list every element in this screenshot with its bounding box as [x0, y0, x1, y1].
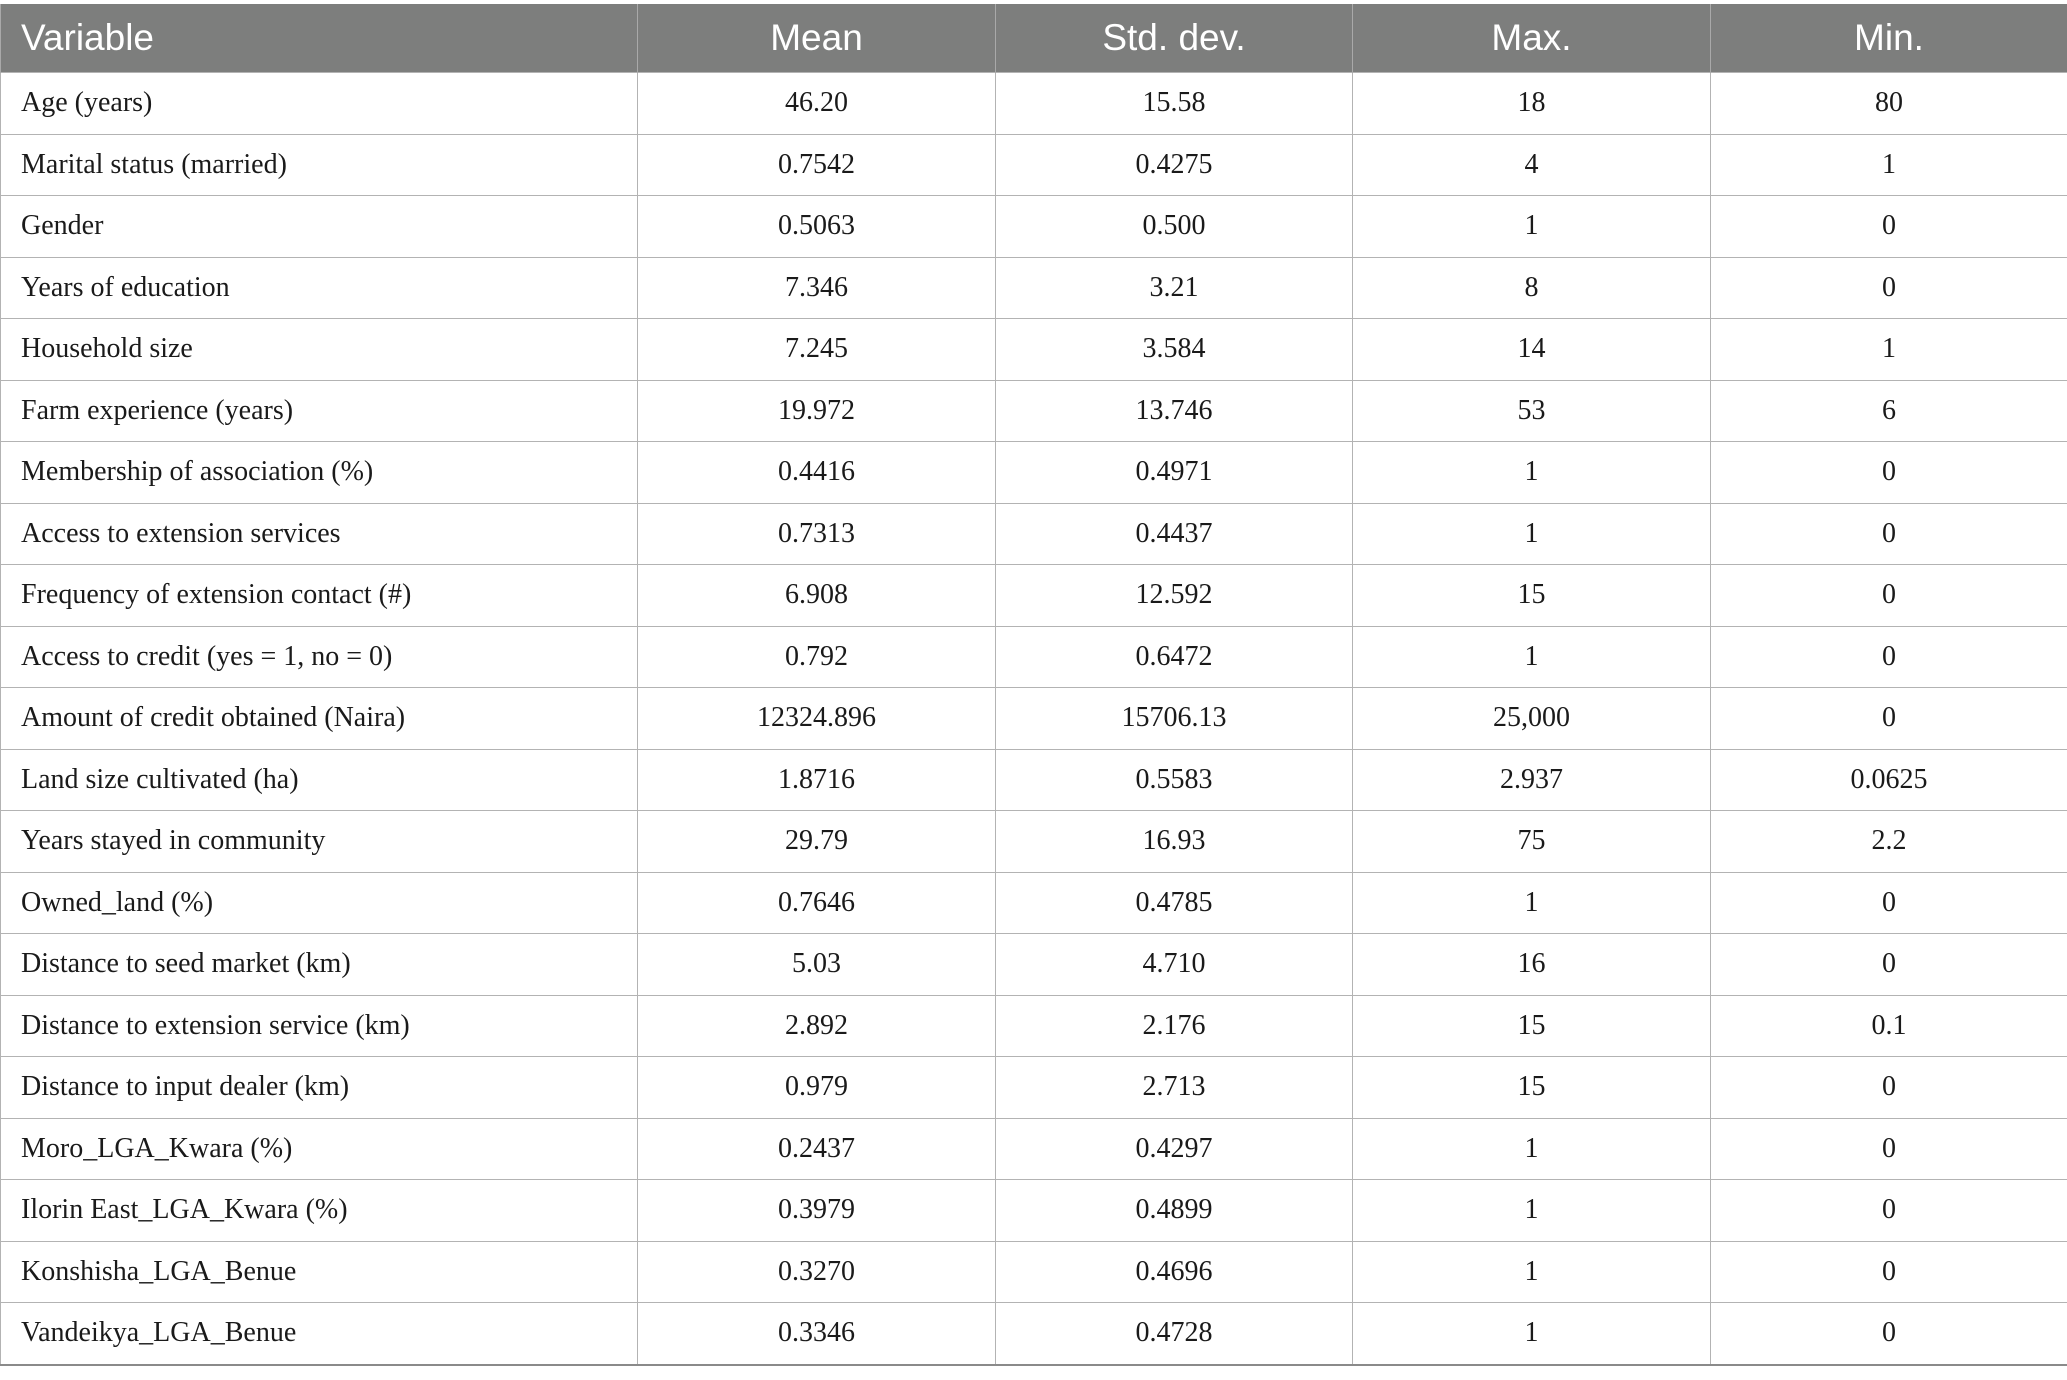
- variable-cell: Age (years): [1, 73, 638, 135]
- max-cell: 53: [1353, 380, 1711, 442]
- variable-cell: Konshisha_LGA_Benue: [1, 1241, 638, 1303]
- max-cell: 15: [1353, 565, 1711, 627]
- mean-cell: 0.7313: [638, 503, 996, 565]
- header-max: Max.: [1353, 4, 1711, 73]
- variable-cell: Distance to input dealer (km): [1, 1057, 638, 1119]
- mean-cell: 0.792: [638, 626, 996, 688]
- mean-cell: 46.20: [638, 73, 996, 135]
- descriptive-statistics-table: [0, 4, 2067, 1366]
- std-dev-cell: 3.21: [996, 257, 1353, 319]
- header-std-dev: Std. dev.: [996, 4, 1353, 73]
- std-dev-cell: 0.6472: [996, 626, 1353, 688]
- table-row: [1, 319, 2067, 381]
- min-cell: 2.2: [1711, 811, 2067, 873]
- table-row: [1, 1241, 2067, 1303]
- table-row: [1, 565, 2067, 627]
- header-min: Min.: [1711, 4, 2067, 73]
- header-row: [1, 4, 2067, 73]
- mean-cell: 1.8716: [638, 749, 996, 811]
- mean-cell: 29.79: [638, 811, 996, 873]
- mean-cell: 0.7646: [638, 872, 996, 934]
- min-cell: 0: [1711, 1241, 2067, 1303]
- min-cell: 0: [1711, 565, 2067, 627]
- max-cell: 1: [1353, 196, 1711, 258]
- max-cell: 8: [1353, 257, 1711, 319]
- max-cell: 1: [1353, 1118, 1711, 1180]
- table-row: [1, 442, 2067, 504]
- header-variable: Variable: [1, 4, 638, 73]
- table-header: [1, 4, 2067, 73]
- table-row: [1, 626, 2067, 688]
- min-cell: 0: [1711, 872, 2067, 934]
- min-cell: 80: [1711, 73, 2067, 135]
- table-row: [1, 872, 2067, 934]
- table-row: [1, 1118, 2067, 1180]
- max-cell: 1: [1353, 503, 1711, 565]
- min-cell: 0: [1711, 1057, 2067, 1119]
- std-dev-cell: 2.713: [996, 1057, 1353, 1119]
- std-dev-cell: 0.4971: [996, 442, 1353, 504]
- mean-cell: 2.892: [638, 995, 996, 1057]
- max-cell: 1: [1353, 1303, 1711, 1365]
- table-row: [1, 134, 2067, 196]
- variable-cell: Access to extension services: [1, 503, 638, 565]
- std-dev-cell: 15706.13: [996, 688, 1353, 750]
- mean-cell: 19.972: [638, 380, 996, 442]
- min-cell: 0.0625: [1711, 749, 2067, 811]
- std-dev-cell: 0.4275: [996, 134, 1353, 196]
- variable-cell: Amount of credit obtained (Naira): [1, 688, 638, 750]
- max-cell: 1: [1353, 1241, 1711, 1303]
- std-dev-cell: 2.176: [996, 995, 1353, 1057]
- min-cell: 0: [1711, 1180, 2067, 1242]
- mean-cell: 0.4416: [638, 442, 996, 504]
- variable-cell: Ilorin East_LGA_Kwara (%): [1, 1180, 638, 1242]
- mean-cell: 0.7542: [638, 134, 996, 196]
- min-cell: 0: [1711, 257, 2067, 319]
- mean-cell: 0.5063: [638, 196, 996, 258]
- table-body: [1, 73, 2067, 1365]
- variable-cell: Access to credit (yes = 1, no = 0): [1, 626, 638, 688]
- mean-cell: 7.346: [638, 257, 996, 319]
- table-row: [1, 749, 2067, 811]
- variable-cell: Membership of association (%): [1, 442, 638, 504]
- max-cell: 75: [1353, 811, 1711, 873]
- variable-cell: Farm experience (years): [1, 380, 638, 442]
- table-row: [1, 1180, 2067, 1242]
- max-cell: 1: [1353, 442, 1711, 504]
- variable-cell: Land size cultivated (ha): [1, 749, 638, 811]
- table-row: [1, 196, 2067, 258]
- max-cell: 1: [1353, 626, 1711, 688]
- max-cell: 15: [1353, 995, 1711, 1057]
- min-cell: 0: [1711, 196, 2067, 258]
- std-dev-cell: 0.4696: [996, 1241, 1353, 1303]
- min-cell: 0: [1711, 442, 2067, 504]
- std-dev-cell: 3.584: [996, 319, 1353, 381]
- max-cell: 15: [1353, 1057, 1711, 1119]
- mean-cell: 7.245: [638, 319, 996, 381]
- variable-cell: Marital status (married): [1, 134, 638, 196]
- variable-cell: Vandeikya_LGA_Benue: [1, 1303, 638, 1365]
- min-cell: 1: [1711, 319, 2067, 381]
- table-row: [1, 1303, 2067, 1365]
- mean-cell: 0.3270: [638, 1241, 996, 1303]
- min-cell: 0: [1711, 626, 2067, 688]
- std-dev-cell: 0.4728: [996, 1303, 1353, 1365]
- table-container: [0, 4, 2067, 1366]
- variable-cell: Years stayed in community: [1, 811, 638, 873]
- std-dev-cell: 0.500: [996, 196, 1353, 258]
- table-row: [1, 503, 2067, 565]
- max-cell: 1: [1353, 1180, 1711, 1242]
- table-row: [1, 688, 2067, 750]
- variable-cell: Distance to seed market (km): [1, 934, 638, 996]
- table-row: [1, 995, 2067, 1057]
- variable-cell: Years of education: [1, 257, 638, 319]
- table-row: [1, 257, 2067, 319]
- max-cell: 18: [1353, 73, 1711, 135]
- mean-cell: 5.03: [638, 934, 996, 996]
- std-dev-cell: 13.746: [996, 380, 1353, 442]
- variable-cell: Moro_LGA_Kwara (%): [1, 1118, 638, 1180]
- mean-cell: 0.3346: [638, 1303, 996, 1365]
- std-dev-cell: 0.4899: [996, 1180, 1353, 1242]
- max-cell: 25,000: [1353, 688, 1711, 750]
- mean-cell: 0.2437: [638, 1118, 996, 1180]
- max-cell: 1: [1353, 872, 1711, 934]
- min-cell: 0: [1711, 1118, 2067, 1180]
- variable-cell: Distance to extension service (km): [1, 995, 638, 1057]
- min-cell: 1: [1711, 134, 2067, 196]
- min-cell: 0: [1711, 503, 2067, 565]
- table-row: [1, 934, 2067, 996]
- max-cell: 14: [1353, 319, 1711, 381]
- std-dev-cell: 0.5583: [996, 749, 1353, 811]
- max-cell: 16: [1353, 934, 1711, 996]
- std-dev-cell: 4.710: [996, 934, 1353, 996]
- min-cell: 0: [1711, 1303, 2067, 1365]
- header-mean: Mean: [638, 4, 996, 73]
- std-dev-cell: 0.4785: [996, 872, 1353, 934]
- min-cell: 6: [1711, 380, 2067, 442]
- std-dev-cell: 0.4297: [996, 1118, 1353, 1180]
- table-row: [1, 811, 2067, 873]
- max-cell: 2.937: [1353, 749, 1711, 811]
- variable-cell: Frequency of extension contact (#): [1, 565, 638, 627]
- variable-cell: Owned_land (%): [1, 872, 638, 934]
- std-dev-cell: 16.93: [996, 811, 1353, 873]
- table-row: [1, 380, 2067, 442]
- max-cell: 4: [1353, 134, 1711, 196]
- variable-cell: Gender: [1, 196, 638, 258]
- variable-cell: Household size: [1, 319, 638, 381]
- std-dev-cell: 12.592: [996, 565, 1353, 627]
- mean-cell: 12324.896: [638, 688, 996, 750]
- std-dev-cell: 15.58: [996, 73, 1353, 135]
- table-row: [1, 73, 2067, 135]
- mean-cell: 6.908: [638, 565, 996, 627]
- table-row: [1, 1057, 2067, 1119]
- min-cell: 0: [1711, 934, 2067, 996]
- min-cell: 0.1: [1711, 995, 2067, 1057]
- mean-cell: 0.979: [638, 1057, 996, 1119]
- mean-cell: 0.3979: [638, 1180, 996, 1242]
- min-cell: 0: [1711, 688, 2067, 750]
- std-dev-cell: 0.4437: [996, 503, 1353, 565]
